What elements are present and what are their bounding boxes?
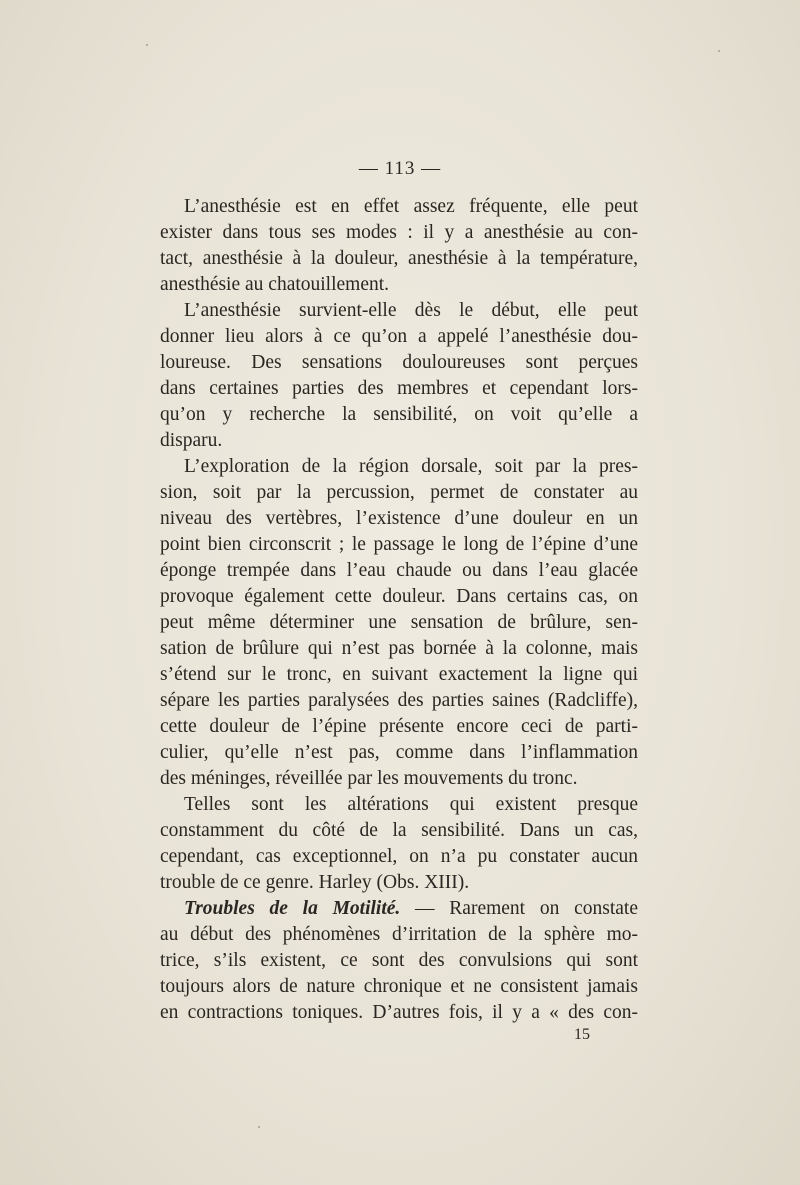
text-line: éponge trempée dans l’eau chaude ou dans l’eau glacée	[160, 560, 638, 581]
text-line-content: — Rarement on constate	[400, 898, 638, 919]
text-line: cependant, cas exceptionnel, on n’a pu constater aucun	[160, 846, 638, 867]
text-line: tact, anesthésie à la douleur, anesthésie à la température,	[160, 248, 638, 269]
text-line: L’exploration de la région dorsale, soit par la pres-	[184, 456, 638, 477]
text-line: peut même déterminer une sensation de brûlure, sen-	[160, 612, 638, 633]
signature-mark: 15	[574, 1026, 590, 1043]
text-line: en contractions toniques. D’autres fois, il y a « des con-	[160, 1002, 638, 1023]
text-line: trice, s’ils existent, ce sont des convulsions qui sont	[160, 950, 638, 971]
text-line: anesthésie au chatouillement.	[160, 274, 390, 295]
text-line: des méninges, réveillée par les mouvements du tronc.	[160, 768, 578, 789]
text-line: L’anesthésie survient-elle dès le début, elle peut	[184, 300, 638, 321]
text-line: s’étend sur le tronc, en suivant exactement la ligne qui	[160, 664, 638, 685]
text-line: point bien circonscrit ; le passage le long de l’épine d’une	[160, 534, 638, 555]
text-line: exister dans tous ses modes : il y a anesthésie au con-	[160, 222, 638, 243]
paper-speck	[258, 1126, 260, 1128]
text-line: trouble de ce genre. Harley (Obs. XIII).	[160, 872, 470, 893]
text-line: toujours alors de nature chronique et ne consistent jamais	[160, 976, 638, 997]
text-line: au début des phénomènes d’irritation de la sphère mo-	[160, 924, 638, 945]
text-line: loureuse. Des sensations douloureuses sont perçues	[160, 352, 638, 373]
paper-speck	[146, 44, 148, 46]
text-line: provoque également cette douleur. Dans certains cas, on	[160, 586, 638, 607]
text-line: cette douleur de l’épine présente encore ceci de parti-	[160, 716, 638, 737]
text-line: niveau des vertèbres, l’existence d’une douleur en un	[160, 508, 638, 529]
text-line: sion, soit par la percussion, permet de constater au	[160, 482, 638, 503]
text-line: sépare les parties paralysées des parties saines (Radcliffe),	[160, 690, 638, 711]
text-line: constamment du côté de la sensibilité. Dans un cas,	[160, 820, 638, 841]
text-line: sation de brûlure qui n’est pas bornée à la colonne, mais	[160, 638, 638, 659]
body-text	[160, 194, 638, 1026]
section-heading: Troubles de la Motilité.	[184, 898, 401, 919]
text-line: dans certaines parties des membres et cependant lors-	[160, 378, 638, 399]
text-line: Telles sont les altérations qui existent presque	[184, 794, 638, 815]
text-line	[160, 896, 638, 922]
page-number: — 113 —	[358, 158, 442, 179]
paper-speck	[718, 50, 720, 52]
text-line: culier, qu’elle n’est pas, comme dans l’inflammation	[160, 742, 638, 763]
text-line: disparu.	[160, 430, 223, 451]
text-line: donner lieu alors à ce qu’on a appelé l’anesthésie dou-	[160, 326, 638, 347]
text-line: L’anesthésie est en effet assez fréquente, elle peut	[184, 196, 638, 217]
text-line: qu’on y recherche la sensibilité, on voit qu’elle a	[160, 404, 638, 425]
